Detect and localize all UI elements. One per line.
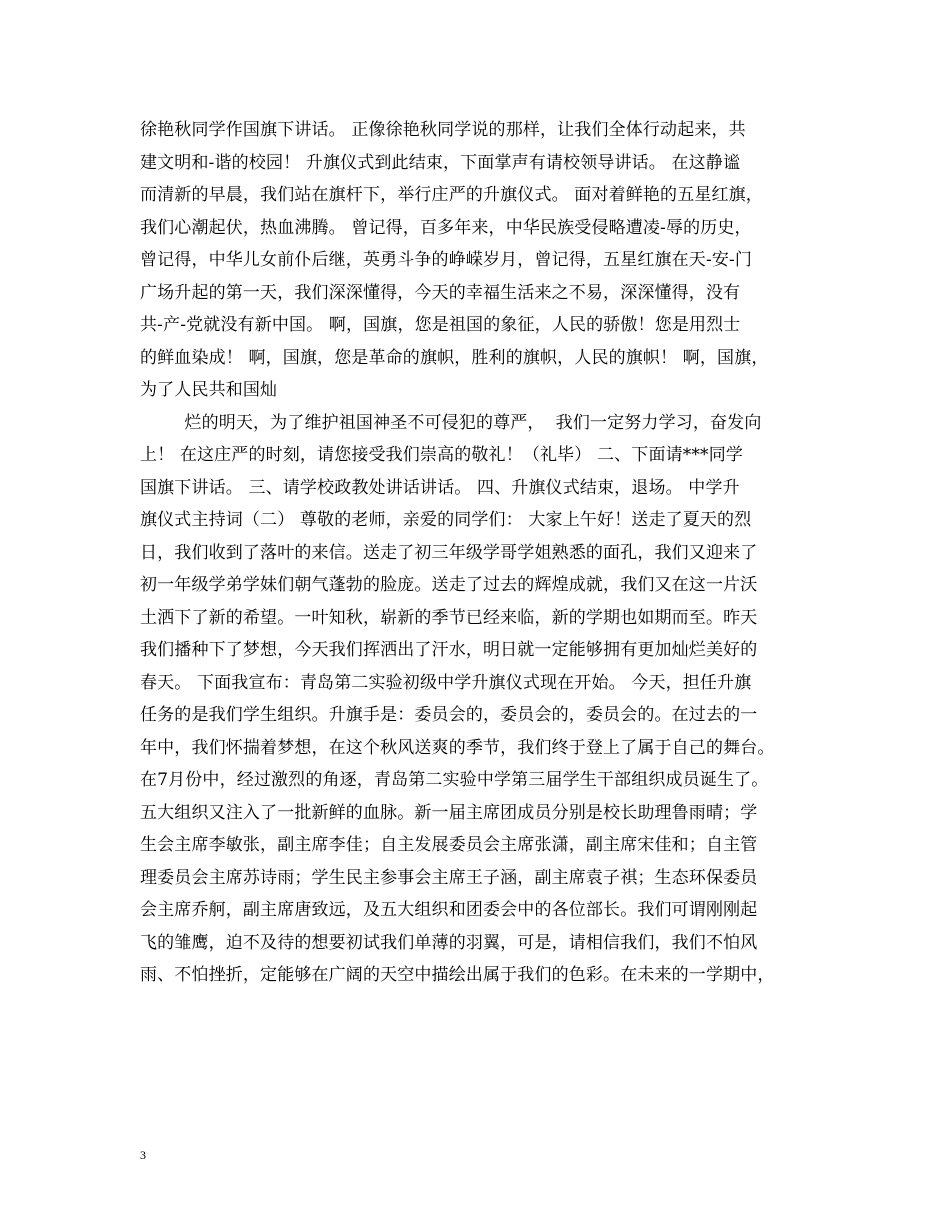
text-line: 烂的明天，为了维护祖国神圣不可侵犯的尊严， 我们一定努力学习，奋发向 [140,412,762,433]
text-line: 共-产-党就没有新中国。 啊，国旗，您是祖国的象征，人民的骄傲！您是用烈士 [140,315,741,335]
text-line: 雨、不怕挫折，定能够在广阔的天空中描绘出属于我们的色彩。在未来的一学期中， [140,965,775,985]
text-line: 会主席乔舸，副主席唐致远，及五大组织和团委会中的各位部长。我们可谓刚刚起 [140,900,758,920]
text-line: 曾记得，中华儿女前仆后继，英勇斗争的峥嵘岁月，曾记得，五星红旗在天-安-门 [140,250,753,270]
text-line: 日，我们收到了落叶的来信。送走了初三年级学哥学姐熟悉的面孔，我们又迎来了 [140,542,758,563]
text-line: 我们心潮起伏，热血沸腾。 曾记得，百多年来，中华民族受侵略遭凌-辱的历史， [140,217,752,238]
text-line: 建文明和-谐的校园！ 升旗仪式到此结束，下面掌声有请校领导讲话。 在这静谧 [140,152,741,173]
text-line: 国旗下讲话。 三、请学校政教处讲话讲话。 四、升旗仪式结束，退场。 中学升 [140,477,740,498]
text-line: 年中，我们怀揣着梦想，在这个秋风送爽的季节，我们终于登上了属于自己的舞台。 [140,737,775,758]
body-text [140,114,840,992]
text-line: 徐艳秋同学作国旗下讲话。 正像徐艳秋同学说的那样，让我们全体行动起来，共 [140,120,746,140]
text-line: 生会主席李敏张，副主席李佳；自主发展委员会主席张潇，副主席宋佳和；自主管 [140,835,758,855]
text-line: 五大组织又注入了一批新鲜的血脉。新一届主席团成员分别是校长助理鲁雨晴；学 [140,802,758,823]
text-line: 广场升起的第一天，我们深深懂得，今天的幸福生活来之不易，深深懂得，没有 [140,282,741,303]
text-line: 春天。 下面我宣布：青岛第二实验初级中学升旗仪式现在开始。 今天，担任升旗 [140,672,752,693]
text-line: 土洒下了新的希望。一叶知秋，崭新的季节已经来临，新的学期也如期而至。昨天 [140,607,758,628]
text-line: 而清新的早晨，我们站在旗杆下，举行庄严的升旗仪式。 面对着鲜艳的五星红旗， [140,185,763,205]
text-line: 旗仪式主持词（二） 尊敬的老师，亲爱的同学们： 大家上午好！送走了夏天的烈 [140,510,752,530]
text-line: 任务的是我们学生组织。升旗手是：委员会的，委员会的，委员会的。在过去的一 [140,705,758,725]
text-line: 理委员会主席苏诗雨；学生民主参事会主席王子涵，副主席袁子祺；生态环保委员 [140,867,758,888]
text-line: 我们播种下了梦想，今天我们挥洒出了汗水，明日就一定能够拥有更加灿烂美好的 [140,640,758,660]
text-line: 上！ 在这庄严的时刻，请您接受我们崇高的敬礼！（礼毕） 二、下面请***同学 [140,445,744,465]
text-line: 初一年级学弟学妹们朝气蓬勃的脸庞。送走了过去的辉煌成就，我们又在这一片沃 [140,575,758,595]
page-number: 3 [140,1148,146,1162]
text-line: 为了人民共和国灿 [140,380,278,400]
text-line: 飞的雏鹰，迫不及待的想要初试我们单薄的羽翼，可是，请相信我们，我们不怕风 [140,932,758,953]
text-line: 的鲜血染成！ 啊，国旗，您是革命的旗帜，胜利的旗帜，人民的旗帜！ 啊，国旗， [140,347,769,368]
text-line: 在7月份中，经过激烈的角逐，青岛第二实验中学第三届学生干部组织成员诞生了。 [140,770,769,790]
